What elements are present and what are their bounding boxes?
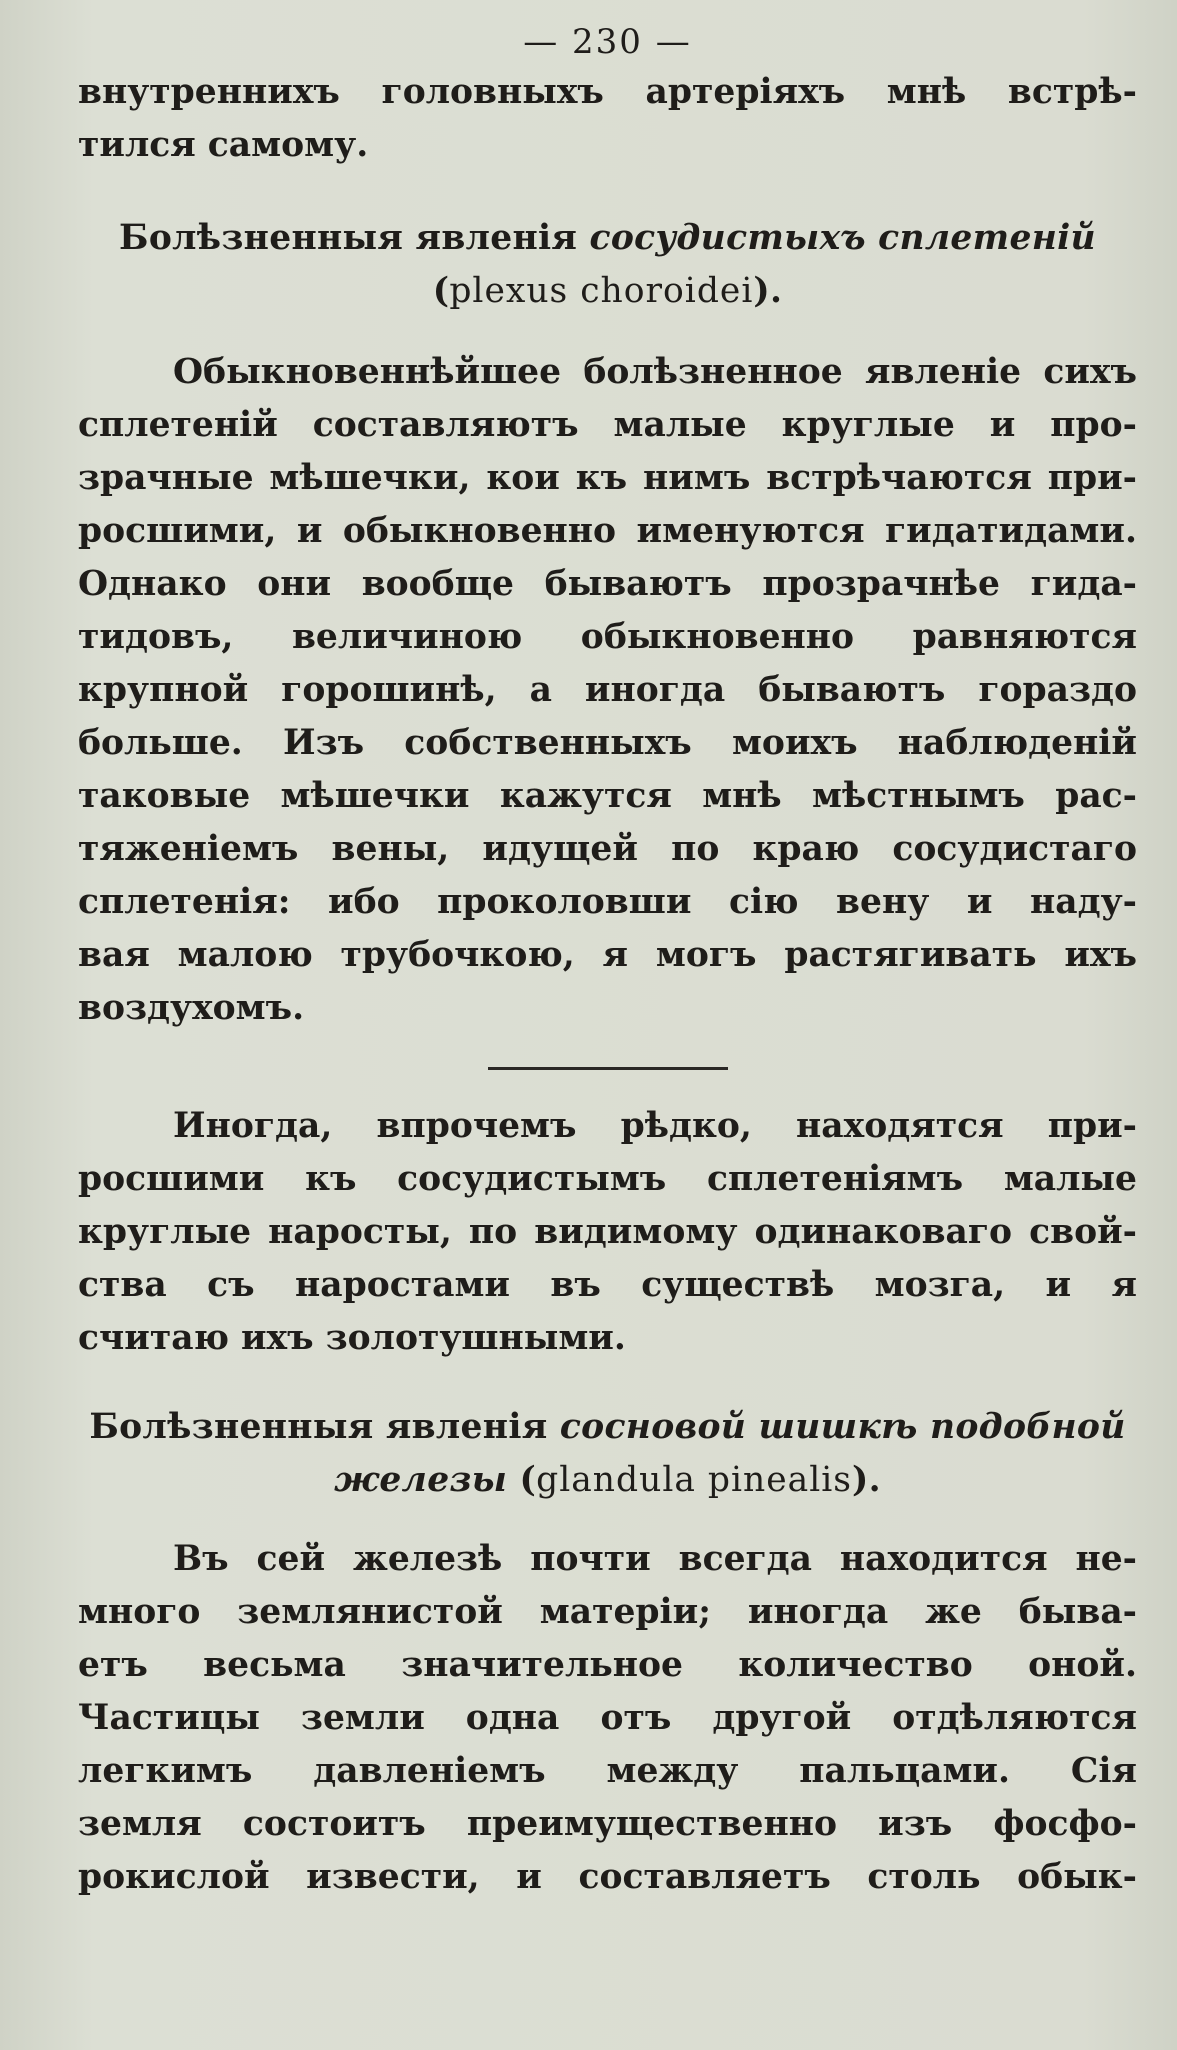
- heading-italic-text: сосудистыхъ сплетеній: [589, 218, 1096, 258]
- latin-term: glandula pinealis: [536, 1460, 852, 1500]
- text-line: воздухомъ.: [78, 988, 305, 1028]
- text-line: сплетеній составляютъ малые круглые и про-: [78, 405, 1137, 445]
- heading-line: [78, 1401, 1137, 1454]
- text-line: рокислой извести, и составляетъ столь обык-: [78, 1857, 1137, 1897]
- paren-close: ).: [852, 1460, 881, 1500]
- text-line: тидовъ, величиною обыкновенно равняются: [78, 617, 1137, 657]
- paren-close: ).: [753, 271, 783, 311]
- text-line: круглые наросты, по видимому одинаковаго свой-: [78, 1212, 1137, 1252]
- text-line: ства съ наростами въ существѣ мозга, и я: [78, 1265, 1137, 1305]
- section-heading-pineal: [78, 1401, 1137, 1507]
- text-line: внутреннихъ головныхъ артеріяхъ мнѣ встрѣ-: [78, 72, 1137, 112]
- paragraph-plexus: [78, 346, 1137, 1035]
- paren-open: (: [432, 271, 450, 311]
- text-line: Частицы земли одна отъ другой отдѣляются: [78, 1698, 1137, 1738]
- text-line: етъ весьма значительное количество оной.: [78, 1645, 1137, 1685]
- heading-line: [78, 1454, 1137, 1507]
- text-line: легкимъ давленіемъ между пальцами. Сія: [78, 1751, 1137, 1791]
- text-line: Однако они вообще бываютъ прозрачнѣе гида-: [78, 564, 1137, 604]
- text-line: Обыкновеннѣйшее болѣзненное явленіе сихъ: [173, 352, 1137, 392]
- text-line: считаю ихъ золотушными.: [78, 1318, 626, 1358]
- text-line: вая малою трубочкою, я могъ растягивать ихъ: [78, 935, 1137, 975]
- section-divider: [488, 1067, 728, 1070]
- page-number: — 230 —: [523, 22, 692, 62]
- text-line: крупной горошинѣ, а иногда бываютъ гораздо: [78, 670, 1137, 710]
- section-heading-plexus: [78, 212, 1137, 318]
- text-line: сплетенія: ибо проколовши сію вену и наду-: [78, 882, 1137, 922]
- text-line: много землянистой матеріи; иногда же быва-: [78, 1592, 1137, 1632]
- text-line: зрачные мѣшечки, кои къ нимъ встрѣчаются при-: [78, 458, 1137, 498]
- text-line: таковые мѣшечки кажутся мнѣ мѣстнымъ рас-: [78, 776, 1137, 816]
- paragraph-pineal: [78, 1533, 1137, 1904]
- heading-italic-text: железы: [334, 1460, 508, 1500]
- text-line: земля состоитъ преимущественно изъ фосфо-: [78, 1804, 1137, 1844]
- heading-italic-text: сосновой шишкѣ подобной: [559, 1407, 1126, 1447]
- text-line: росшими, и обыкновенно именуются гидатидами.: [78, 511, 1137, 551]
- heading-plain-text: Болѣзненныя явленія: [119, 218, 590, 258]
- text-line: тился самому.: [78, 125, 369, 165]
- paragraph-growths: [78, 1100, 1137, 1365]
- heading-plain-text: Болѣзненныя явленія: [89, 1407, 560, 1447]
- latin-term: plexus choroidei: [449, 271, 754, 311]
- text-line: росшими къ сосудистымъ сплетеніямъ малые: [78, 1159, 1137, 1199]
- text-line: Въ сей железѣ почти всегда находится не-: [173, 1539, 1137, 1579]
- heading-line: [78, 265, 1137, 318]
- text-line: Иногда, впрочемъ рѣдко, находятся при-: [173, 1106, 1137, 1146]
- paren-open: (: [507, 1460, 537, 1500]
- intro-text: [78, 66, 1137, 172]
- heading-line: [78, 212, 1137, 265]
- text-line: больше. Изъ собственныхъ моихъ наблюденій: [78, 723, 1137, 763]
- text-line: тяженіемъ вены, идущей по краю сосудистаго: [78, 829, 1137, 869]
